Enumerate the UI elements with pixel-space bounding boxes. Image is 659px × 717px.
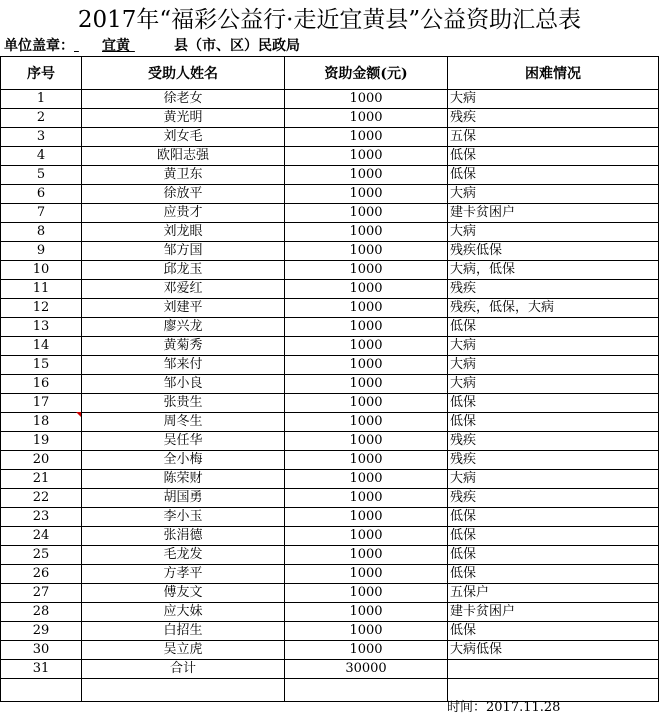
cell-reason[interactable]: 大病，低保 bbox=[448, 261, 659, 280]
cell-amount[interactable]: 1000 bbox=[285, 470, 448, 489]
cell-amount[interactable]: 1000 bbox=[285, 109, 448, 128]
table-row bbox=[1, 337, 659, 356]
cell-reason[interactable]: 残疾 bbox=[448, 432, 659, 451]
table-body bbox=[1, 90, 659, 702]
cell-amount[interactable]: 1000 bbox=[285, 337, 448, 356]
cell-no[interactable]: 12 bbox=[1, 299, 82, 318]
cell-reason[interactable]: 大病低保 bbox=[448, 641, 659, 660]
cell-no[interactable]: 30 bbox=[1, 641, 82, 660]
cell-name[interactable]: 合计 bbox=[82, 660, 285, 679]
table-row bbox=[1, 223, 659, 242]
cell-name[interactable]: 欧阳志强 bbox=[82, 147, 285, 166]
cell-name[interactable]: 刘龙眼 bbox=[82, 223, 285, 242]
cell-amount[interactable]: 1000 bbox=[285, 641, 448, 660]
cell-no[interactable]: 8 bbox=[1, 223, 82, 242]
cell-reason[interactable]: 残疾 bbox=[448, 451, 659, 470]
cell-no[interactable]: 19 bbox=[1, 432, 82, 451]
cell-name[interactable]: 吴立虎 bbox=[82, 641, 285, 660]
cell-amount[interactable]: 1000 bbox=[285, 565, 448, 584]
cell-amount[interactable]: 1000 bbox=[285, 546, 448, 565]
unit-county: 宜黄 bbox=[102, 38, 130, 54]
cell-amount[interactable]: 1000 bbox=[285, 242, 448, 261]
cell-amount[interactable]: 1000 bbox=[285, 147, 448, 166]
table-row bbox=[1, 242, 659, 261]
cell-reason[interactable]: 低保 bbox=[448, 508, 659, 527]
cell-amount[interactable]: 1000 bbox=[285, 280, 448, 299]
cell-name[interactable]: 黄菊秀 bbox=[82, 337, 285, 356]
cell-no[interactable]: 28 bbox=[1, 603, 82, 622]
table-row bbox=[1, 432, 659, 451]
table-row bbox=[1, 280, 659, 299]
empty-cell[interactable] bbox=[285, 679, 448, 702]
cell-reason[interactable]: 低保 bbox=[448, 394, 659, 413]
cell-amount[interactable]: 1000 bbox=[285, 394, 448, 413]
cell-name[interactable]: 黄光明 bbox=[82, 109, 285, 128]
table-row bbox=[1, 394, 659, 413]
cell-reason[interactable] bbox=[448, 660, 659, 679]
cell-amount[interactable]: 1000 bbox=[285, 204, 448, 223]
cell-name[interactable]: 邹小良 bbox=[82, 375, 285, 394]
cell-no[interactable]: 9 bbox=[1, 242, 82, 261]
aid-summary-table bbox=[0, 56, 659, 702]
cell-reason[interactable]: 残疾 bbox=[448, 280, 659, 299]
cell-no[interactable]: 17 bbox=[1, 394, 82, 413]
table-row bbox=[1, 166, 659, 185]
cell-amount[interactable]: 1000 bbox=[285, 527, 448, 546]
cell-no[interactable]: 1 bbox=[1, 90, 82, 109]
cell-no[interactable]: 15 bbox=[1, 356, 82, 375]
cell-no[interactable]: 20 bbox=[1, 451, 82, 470]
table-header-row bbox=[1, 57, 659, 90]
cell-no[interactable]: 3 bbox=[1, 128, 82, 147]
table-row bbox=[1, 603, 659, 622]
unit-label: 单位盖章： bbox=[4, 38, 74, 54]
sheet-title: 2017年“福彩公益行·走近宜黄县”公益资助汇总表 bbox=[77, 7, 582, 33]
header-no[interactable]: 序号 bbox=[1, 57, 82, 90]
cell-reason[interactable]: 大病 bbox=[448, 356, 659, 375]
cell-reason[interactable]: 大病 bbox=[448, 470, 659, 489]
cell-no[interactable]: 25 bbox=[1, 546, 82, 565]
cell-name[interactable]: 白招生 bbox=[82, 622, 285, 641]
table-row bbox=[1, 565, 659, 584]
cell-no[interactable]: 16 bbox=[1, 375, 82, 394]
empty-cell[interactable] bbox=[1, 679, 82, 702]
table-row bbox=[1, 90, 659, 109]
table-row bbox=[1, 546, 659, 565]
table-row bbox=[1, 527, 659, 546]
cell-name[interactable]: 张贵生 bbox=[82, 394, 285, 413]
cell-name[interactable]: 应贵才 bbox=[82, 204, 285, 223]
cell-name[interactable]: 毛龙发 bbox=[82, 546, 285, 565]
cell-amount[interactable]: 1000 bbox=[285, 489, 448, 508]
cell-amount[interactable]: 1000 bbox=[285, 223, 448, 242]
cell-reason[interactable]: 大病 bbox=[448, 223, 659, 242]
table-row bbox=[1, 128, 659, 147]
cell-no[interactable]: 22 bbox=[1, 489, 82, 508]
cell-amount[interactable]: 1000 bbox=[285, 413, 448, 432]
cell-no[interactable]: 27 bbox=[1, 584, 82, 603]
header-name[interactable]: 受助人姓名 bbox=[82, 57, 285, 90]
cell-no[interactable]: 5 bbox=[1, 166, 82, 185]
unit-stamp-line bbox=[4, 36, 300, 56]
table-row bbox=[1, 660, 659, 679]
cell-amount[interactable]: 1000 bbox=[285, 299, 448, 318]
cell-amount[interactable]: 1000 bbox=[285, 603, 448, 622]
table-row bbox=[1, 622, 659, 641]
cell-reason[interactable]: 低保 bbox=[448, 318, 659, 337]
cell-name[interactable]: 胡国勇 bbox=[82, 489, 285, 508]
table-row bbox=[1, 584, 659, 603]
cell-no[interactable]: 29 bbox=[1, 622, 82, 641]
header-reason[interactable]: 困难情况 bbox=[448, 57, 659, 90]
cell-reason[interactable]: 低保 bbox=[448, 413, 659, 432]
cell-reason[interactable]: 五保 bbox=[448, 128, 659, 147]
cell-name[interactable]: 徐老女 bbox=[82, 90, 285, 109]
cell-amount[interactable]: 1000 bbox=[285, 261, 448, 280]
table-row bbox=[1, 413, 659, 432]
table-row bbox=[1, 641, 659, 660]
table-row bbox=[1, 318, 659, 337]
cell-reason[interactable]: 建卡贫困户 bbox=[448, 204, 659, 223]
table-row bbox=[1, 261, 659, 280]
cell-amount[interactable]: 1000 bbox=[285, 622, 448, 641]
cell-no[interactable]: 6 bbox=[1, 185, 82, 204]
cell-name[interactable]: 吴任华 bbox=[82, 432, 285, 451]
cell-reason[interactable]: 建卡贫困户 bbox=[448, 603, 659, 622]
cell-name[interactable]: 方孝平 bbox=[82, 565, 285, 584]
cell-no[interactable]: 10 bbox=[1, 261, 82, 280]
table-row bbox=[1, 185, 659, 204]
cell-name[interactable]: 黄卫东 bbox=[82, 166, 285, 185]
cell-name[interactable]: 应大妹 bbox=[82, 603, 285, 622]
cell-reason[interactable]: 低保 bbox=[448, 622, 659, 641]
cell-no[interactable]: 18 bbox=[1, 413, 82, 432]
cell-no[interactable]: 13 bbox=[1, 318, 82, 337]
cell-reason[interactable]: 低保 bbox=[448, 527, 659, 546]
cell-name[interactable]: 邓爱红 bbox=[82, 280, 285, 299]
cell-reason[interactable]: 残疾低保 bbox=[448, 242, 659, 261]
cell-amount[interactable]: 1000 bbox=[285, 584, 448, 603]
cell-no[interactable]: 2 bbox=[1, 109, 82, 128]
cell-amount[interactable]: 1000 bbox=[285, 90, 448, 109]
cell-no[interactable]: 21 bbox=[1, 470, 82, 489]
unit-suffix: 县（市、区）民政局 bbox=[174, 38, 300, 54]
date-value: 2017.11.28 bbox=[486, 700, 561, 715]
cell-no[interactable]: 24 bbox=[1, 527, 82, 546]
table-row bbox=[1, 489, 659, 508]
table-row bbox=[1, 109, 659, 128]
cell-reason[interactable]: 五保户 bbox=[448, 584, 659, 603]
cell-amount[interactable]: 1000 bbox=[285, 432, 448, 451]
cell-name[interactable]: 邱龙玉 bbox=[82, 261, 285, 280]
cell-amount[interactable]: 1000 bbox=[285, 508, 448, 527]
cell-amount[interactable]: 1000 bbox=[285, 451, 448, 470]
cell-reason[interactable]: 大病 bbox=[448, 90, 659, 109]
cell-name[interactable]: 邹来付 bbox=[82, 356, 285, 375]
table-row bbox=[1, 299, 659, 318]
footer-date bbox=[447, 699, 560, 717]
cell-no[interactable]: 31 bbox=[1, 660, 82, 679]
empty-cell[interactable] bbox=[82, 679, 285, 702]
table-row bbox=[1, 470, 659, 489]
cell-name[interactable]: 徐放平 bbox=[82, 185, 285, 204]
cell-no[interactable]: 23 bbox=[1, 508, 82, 527]
cell-amount[interactable]: 1000 bbox=[285, 185, 448, 204]
cell-no[interactable]: 4 bbox=[1, 147, 82, 166]
table-row bbox=[1, 508, 659, 527]
cell-amount[interactable]: 1000 bbox=[285, 356, 448, 375]
cell-name[interactable]: 李小玉 bbox=[82, 508, 285, 527]
table-row bbox=[1, 147, 659, 166]
header-amount[interactable]: 资助金额(元) bbox=[285, 57, 448, 90]
cell-amount[interactable]: 1000 bbox=[285, 166, 448, 185]
comment-marker-icon[interactable] bbox=[76, 412, 81, 417]
cell-no[interactable]: 14 bbox=[1, 337, 82, 356]
cell-reason[interactable]: 低保 bbox=[448, 565, 659, 584]
cell-amount[interactable]: 1000 bbox=[285, 318, 448, 337]
table-row bbox=[1, 356, 659, 375]
cell-reason[interactable]: 低保 bbox=[448, 166, 659, 185]
date-label: 时间： bbox=[447, 700, 487, 715]
cell-reason[interactable]: 低保 bbox=[448, 546, 659, 565]
cell-name[interactable]: 周冬生 bbox=[82, 413, 285, 432]
cell-reason[interactable]: 大病 bbox=[448, 375, 659, 394]
cell-name[interactable]: 廖兴龙 bbox=[82, 318, 285, 337]
cell-name[interactable]: 陈荣财 bbox=[82, 470, 285, 489]
cell-amount[interactable]: 30000 bbox=[285, 660, 448, 679]
cell-reason[interactable]: 残疾 bbox=[448, 489, 659, 508]
cell-amount[interactable]: 1000 bbox=[285, 128, 448, 147]
cell-no[interactable]: 26 bbox=[1, 565, 82, 584]
cell-reason[interactable]: 残疾 bbox=[448, 109, 659, 128]
table-row bbox=[1, 451, 659, 470]
cell-name[interactable]: 傅友文 bbox=[82, 584, 285, 603]
cell-reason[interactable]: 大病 bbox=[448, 185, 659, 204]
cell-no[interactable]: 11 bbox=[1, 280, 82, 299]
cell-name[interactable]: 张涓德 bbox=[82, 527, 285, 546]
cell-no[interactable]: 7 bbox=[1, 204, 82, 223]
cell-reason[interactable]: 残疾，低保，大病 bbox=[448, 299, 659, 318]
cell-name[interactable]: 刘建平 bbox=[82, 299, 285, 318]
cell-name[interactable]: 全小梅 bbox=[82, 451, 285, 470]
cell-reason[interactable]: 大病 bbox=[448, 337, 659, 356]
table-row bbox=[1, 204, 659, 223]
cell-name[interactable]: 邹方国 bbox=[82, 242, 285, 261]
table-row bbox=[1, 375, 659, 394]
cell-amount[interactable]: 1000 bbox=[285, 375, 448, 394]
cell-reason[interactable]: 低保 bbox=[448, 147, 659, 166]
cell-name[interactable]: 刘女毛 bbox=[82, 128, 285, 147]
